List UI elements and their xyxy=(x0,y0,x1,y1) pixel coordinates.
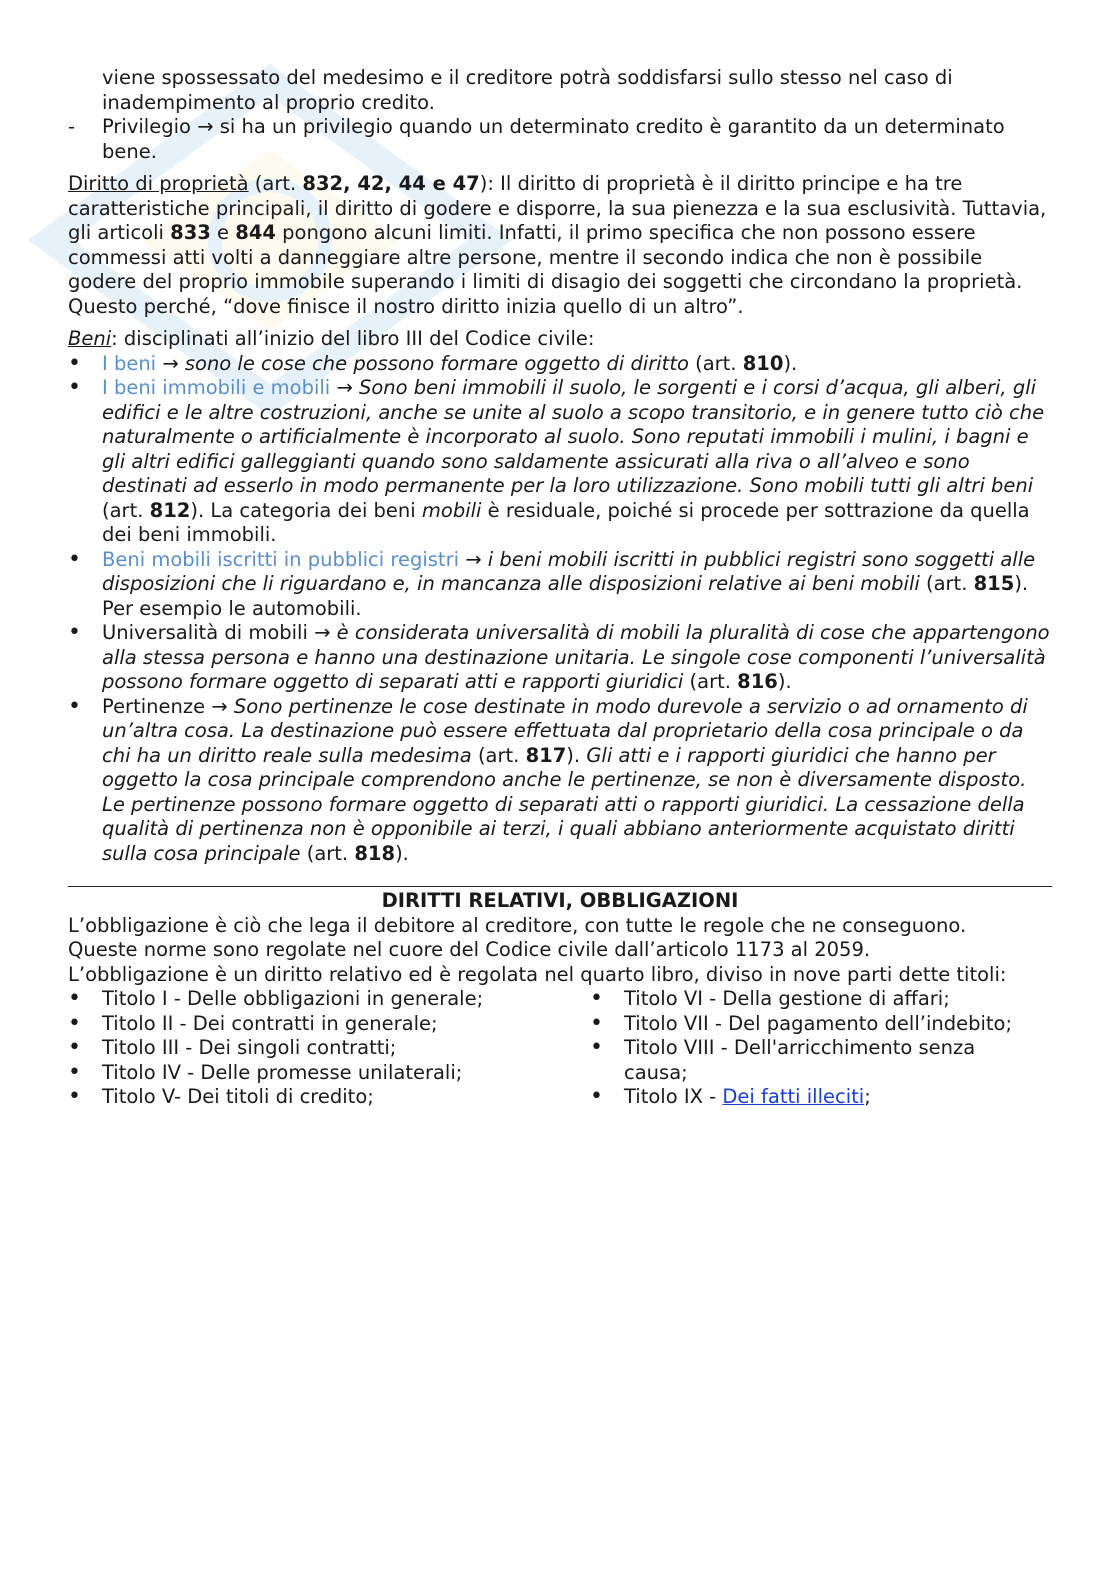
arrow-icon: → xyxy=(314,621,331,644)
beni-term: Beni xyxy=(68,327,112,350)
list-item: • Titolo VI - Della gestione di affari; xyxy=(590,987,1030,1012)
section-divider xyxy=(68,886,1052,887)
titoli-list-left xyxy=(68,987,590,1110)
section-paragraph: Queste norme sono regolate nel cuore del Codice civile dall’articolo 1173 al 2059. xyxy=(68,938,871,961)
list-item: • Pertinenze → Sono pertinenze le cose destinate in modo durevole a servizio o ad ornamento di un’altra cosa. La destinazione può essere effettuata dal proprietario della cosa principale o da chi ha un diritto reale sulla medesima (art. 817). Gli atti e i rapporti giuridici che hanno per oggetto la cosa principale comprendono anche le pertinenze, se non è diversamente disposto. Le pertinenze possono formare oggetto di separati atti o rapporti giuridici. La cessazione della qualità di pertinenza non è opponibile ai terzi, i quali abbiano anteriormente acquistato diritti sulla cosa principale (art. 818). xyxy=(68,695,1052,867)
dash-list xyxy=(68,115,1052,164)
titoli-list-right xyxy=(590,987,1030,1110)
section-paragraph: L’obbligazione è un diritto relativo ed è regolata nel quarto libro, diviso in nove parti dette titoli: xyxy=(68,962,1007,986)
fatti-illeciti-link[interactable]: Dei fatti illeciti xyxy=(722,1085,865,1108)
list-item: • I beni → sono le cose che possono formare oggetto di diritto (art. 810). xyxy=(68,352,1052,377)
arrow-icon: → xyxy=(465,547,482,571)
list-item: • I beni immobili e mobili → Sono beni immobili il suolo, le sorgenti e i corsi d’acqua, gli alberi, gli edifici e le altre costruzioni, anche se unite al suolo a scopo transitorio, e in genere tutto ciò che naturalmente o artificialmente è incorporato al suolo. Sono reputati immobili i mulini, i bagni e gli altri edifici galleggianti quando sono saldamente assicurati alla riva o all’alveo e sono destinati ad esserlo in modo permanente per la loro utilizzazione. Sono mobili tutti gli altri beni (art. 812). La categoria dei beni mobili è residuale, poiché si procede per sottrazione da quella dei beni immobili. xyxy=(68,376,1052,548)
beni-list xyxy=(68,352,1052,867)
list-item: • Titolo I - Delle obbligazioni in generale; xyxy=(68,987,590,1012)
list-item: • Titolo VIII - Dell'arricchimento senza causa; xyxy=(590,1036,1030,1085)
list-item: • Titolo III - Dei singoli contratti; xyxy=(68,1036,590,1061)
proprieta-term: Diritto di proprietà xyxy=(68,172,249,195)
arrow-icon: → xyxy=(197,115,214,138)
list-item: • Titolo IV - Delle promesse unilaterali; xyxy=(68,1061,590,1086)
section-heading: DIRITTI RELATIVI, OBBLIGAZIONI xyxy=(381,889,739,912)
list-item: • Titolo II - Dei contratti in generale; xyxy=(68,1012,590,1037)
list-item: • Titolo VII - Del pagamento dell’indebito; xyxy=(590,1012,1030,1037)
document-page xyxy=(68,66,1052,1110)
beni-intro: Beni: disciplinati all’inizio del libro III del Codice civile: xyxy=(68,327,595,350)
list-item: • Beni mobili iscritti in pubblici registri → i beni mobili iscritti in pubblici registri sono soggetti alle disposizioni che li riguardano e, in mancanza alle disposizioni relative ai beni mobili (art. 815). Per esempio le automobili. xyxy=(68,548,1052,622)
list-item: • Titolo IX - Dei fatti illeciti; xyxy=(590,1085,1030,1110)
section-paragraph: L’obbligazione è ciò che lega il debitore al creditore, con tutte le regole che ne conseguono. xyxy=(68,913,967,937)
proprieta-paragraph: Diritto di proprietà (art. 832, 42, 44 e 47): Il diritto di proprietà è il diritto principe e ha tre caratteristiche principali, il diritto di godere e disporre, la sua pienezza e la sua esclusività. Tuttavia, gli articoli 833 e 844 pongono alcuni limiti. Infatti, il primo specifica che non possono essere commessi atti volti a danneggiare altre persone, mentre il secondo indica che non è possibile godere del proprio immobile superando i limiti di disagio dei soggetti che circondano la proprietà. Questo perché, “dove finisce il nostro diritto inizia quello di un altro”. xyxy=(68,172,1047,318)
arrow-icon: → xyxy=(162,351,179,375)
list-item: • Universalità di mobili → è considerata universalità di mobili la pluralità di cose che appartengono alla stessa persona e hanno una destinazione unitaria. Le singole cose componenti l’universalità possono formare oggetto di separati atti e rapporti giuridici (art. 816). xyxy=(68,621,1052,695)
titoli-columns xyxy=(68,987,1052,1110)
arrow-icon: → xyxy=(336,376,353,399)
arrow-icon: → xyxy=(211,694,228,718)
list-item: • Titolo V- Dei titoli di credito; xyxy=(68,1085,590,1110)
list-item-privilegio: - Privilegio → si ha un privilegio quando un determinato credito è garantito da un determinato bene. xyxy=(68,115,1052,164)
continued-text: viene spossessato del medesimo e il creditore potrà soddisfarsi sullo stesso nel caso di inadempimento al proprio credito. xyxy=(102,66,953,114)
